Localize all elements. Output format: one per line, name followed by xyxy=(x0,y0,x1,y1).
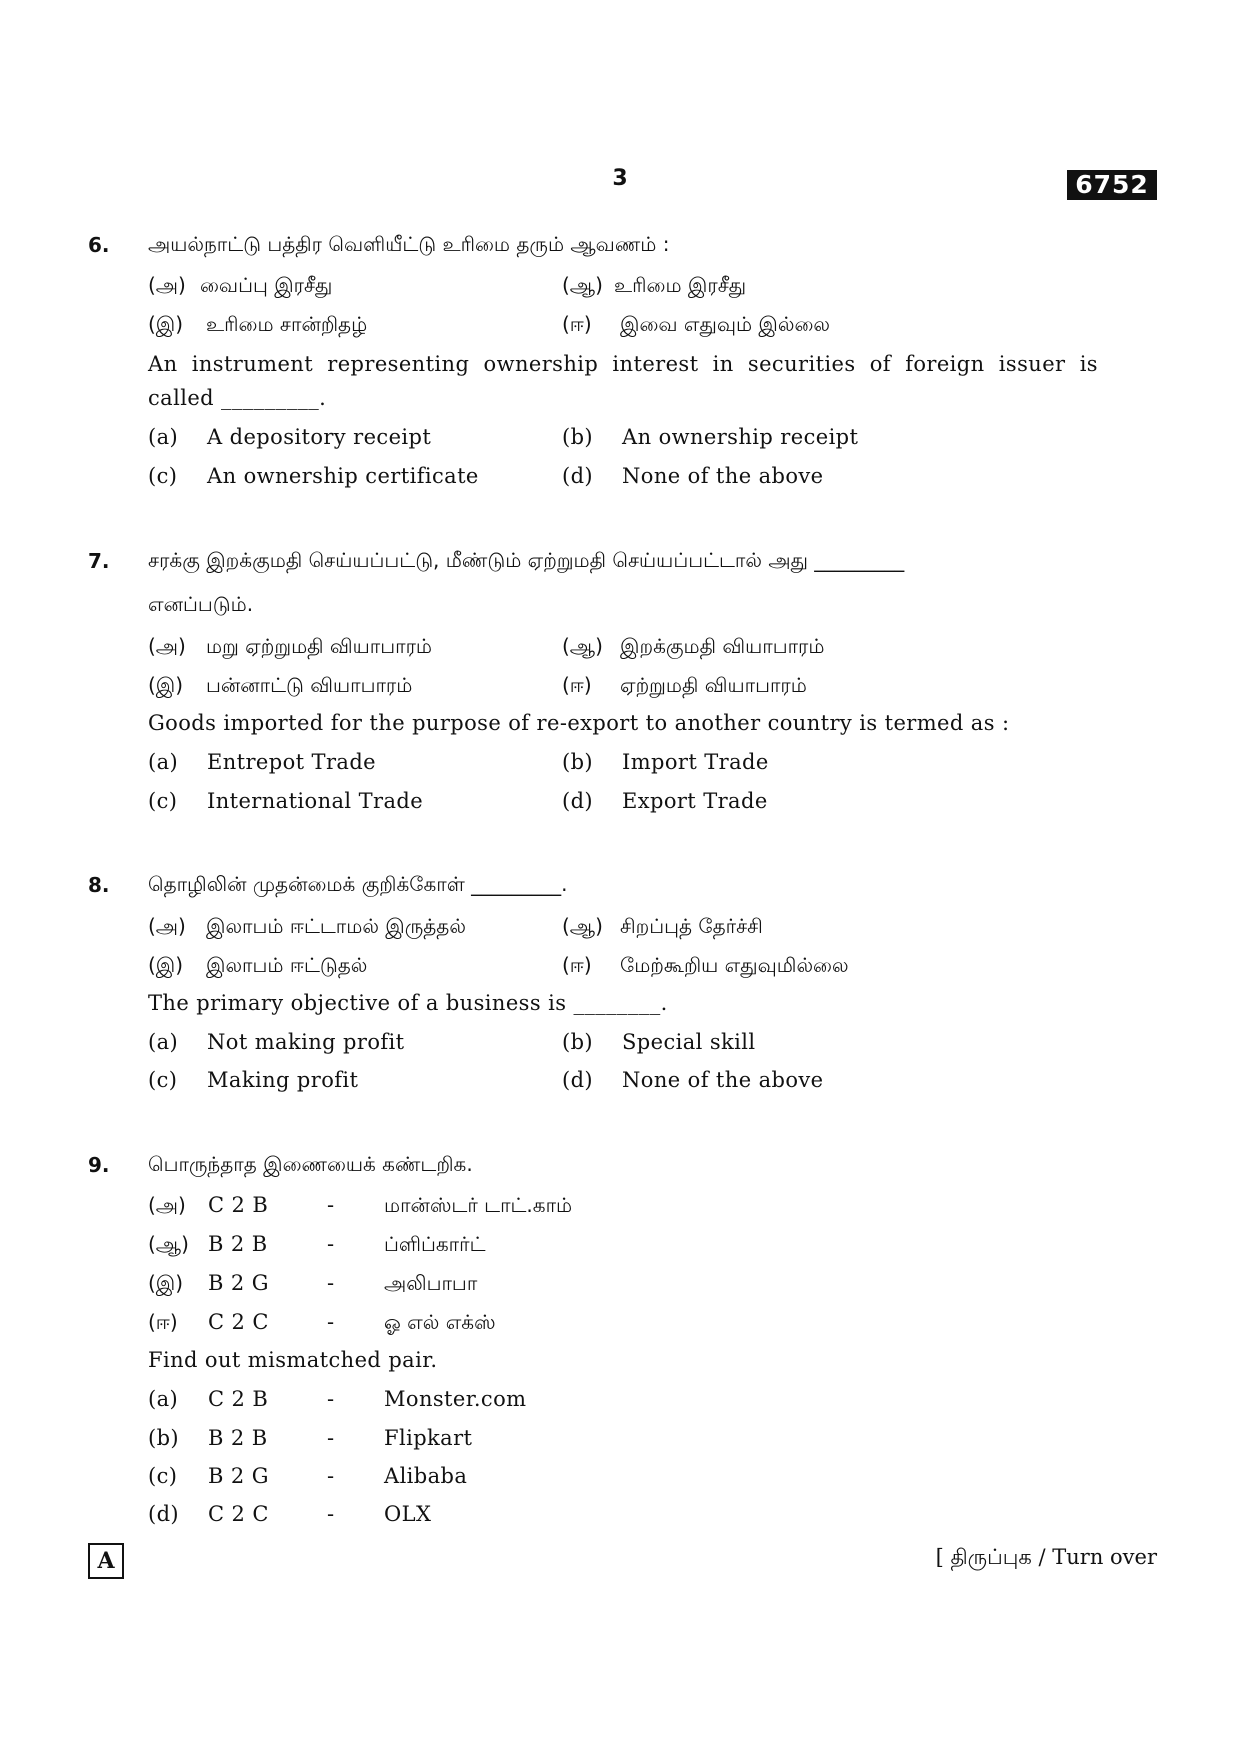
option-label: (a) xyxy=(148,425,179,449)
pair-label: (ஆ) xyxy=(148,1232,189,1256)
option-label: (இ) xyxy=(148,312,184,336)
option-label: (c) xyxy=(148,1068,178,1092)
option-text: Export Trade xyxy=(622,789,768,813)
option-label: (b) xyxy=(562,750,594,774)
pair-label: (ஈ) xyxy=(148,1310,178,1334)
page-number: 3 xyxy=(612,166,628,191)
option-text: International Trade xyxy=(207,789,424,813)
option-label: (ஈ) xyxy=(562,673,592,697)
question-stem-english: Goods imported for the purpose of re-export to another country is termed as : xyxy=(148,711,1010,735)
pair-dash: - xyxy=(327,1193,335,1217)
option-text: Import Trade xyxy=(622,750,769,774)
option-label: (ஆ) xyxy=(562,914,603,938)
question-number: 7. xyxy=(88,549,110,573)
option-label: (இ) xyxy=(148,673,184,697)
option-label: (b) xyxy=(562,1030,594,1054)
option-label: (ஈ) xyxy=(562,312,592,336)
pair-value: Flipkart xyxy=(384,1426,473,1450)
question-stem-english-continued: called _________. xyxy=(148,386,327,410)
pair-dash: - xyxy=(327,1502,335,1526)
pair-dash: - xyxy=(327,1232,335,1256)
question-stem-tamil: சரக்கு இறக்குமதி செய்யப்பட்டு, மீண்டும் ஏற்றுமதி செய்யப்பட்டால் அது _________ xyxy=(148,548,905,572)
option-text: An ownership certificate xyxy=(207,464,479,488)
question-stem-english: Find out mismatched pair. xyxy=(148,1348,438,1372)
pair-label: (அ) xyxy=(148,1193,186,1217)
option-text: பன்னாட்டு வியாபாரம் xyxy=(206,673,413,697)
option-label: (d) xyxy=(562,1068,594,1092)
pair-value: ப்ளிப்கார்ட் xyxy=(384,1232,486,1256)
turn-over-note: [ திருப்புக / Turn over xyxy=(935,1545,1157,1569)
option-text: Entrepot Trade xyxy=(207,750,376,774)
pair-code: C 2 C xyxy=(208,1502,269,1526)
pair-label: (c) xyxy=(148,1464,178,1488)
option-label: (d) xyxy=(562,789,594,813)
paper-code-badge: 6752 xyxy=(1067,170,1157,200)
pair-label: (b) xyxy=(148,1426,180,1450)
option-label: (c) xyxy=(148,464,178,488)
option-text: இறக்குமதி வியாபாரம் xyxy=(620,634,825,658)
pair-dash: - xyxy=(327,1464,335,1488)
question-number: 6. xyxy=(88,233,110,257)
question-number: 8. xyxy=(88,873,110,897)
option-text: ஏற்றுமதி வியாபாரம் xyxy=(620,673,807,697)
pair-value: ஓ எல் எக்ஸ் xyxy=(384,1310,496,1334)
question-stem-tamil: அயல்நாட்டு பத்திர வெளியீட்டு உரிமை தரும் ஆவணம் : xyxy=(148,232,670,256)
pair-dash: - xyxy=(327,1387,335,1411)
pair-value: OLX xyxy=(384,1502,432,1526)
option-text: Not making profit xyxy=(207,1030,405,1054)
pair-dash: - xyxy=(327,1271,335,1295)
question-stem-english: The primary objective of a business is ________. xyxy=(148,991,668,1015)
option-text: இலாபம் ஈட்டுதல் xyxy=(206,953,368,977)
option-label: (ஆ) xyxy=(562,273,603,297)
pair-code: B 2 B xyxy=(208,1426,268,1450)
pair-value: அலிபாபா xyxy=(384,1271,478,1295)
option-label: (ஈ) xyxy=(562,953,592,977)
option-text: A depository receipt xyxy=(207,425,432,449)
pair-code: B 2 G xyxy=(208,1464,269,1488)
option-label: (அ) xyxy=(148,273,186,297)
pair-dash: - xyxy=(327,1426,335,1450)
page-series-letter: A xyxy=(88,1543,124,1579)
option-label: (b) xyxy=(562,425,594,449)
pair-code: C 2 B xyxy=(208,1193,269,1217)
pair-label: (d) xyxy=(148,1502,180,1526)
option-label: (a) xyxy=(148,1030,179,1054)
pair-value: Alibaba xyxy=(384,1464,468,1488)
pair-code: C 2 B xyxy=(208,1387,269,1411)
option-label: (c) xyxy=(148,789,178,813)
option-text: An ownership receipt xyxy=(622,425,859,449)
question-stem-tamil: பொருந்தாத இணையைக் கண்டறிக. xyxy=(148,1152,473,1176)
pair-code: B 2 G xyxy=(208,1271,269,1295)
pair-code: B 2 B xyxy=(208,1232,268,1256)
question-number: 9. xyxy=(88,1153,110,1177)
pair-value: Monster.com xyxy=(384,1387,527,1411)
option-text: Making profit xyxy=(207,1068,359,1092)
option-text: உரிமை சான்றிதழ் xyxy=(206,312,368,336)
pair-value: மான்ஸ்டர் டாட்.காம் xyxy=(384,1193,573,1217)
option-text: சிறப்புத் தேர்ச்சி xyxy=(620,914,763,938)
option-text: வைப்பு இரசீது xyxy=(200,273,333,297)
option-text: இவை எதுவும் இல்லை xyxy=(620,312,830,336)
option-text: None of the above xyxy=(622,464,824,488)
option-label: (d) xyxy=(562,464,594,488)
option-label: (ஆ) xyxy=(562,634,603,658)
option-text: உரிமை இரசீது xyxy=(614,273,747,297)
pair-code: C 2 C xyxy=(208,1310,269,1334)
option-text: Special skill xyxy=(622,1030,756,1054)
question-stem-tamil-continued: எனப்படும். xyxy=(148,592,254,616)
pair-label: (இ) xyxy=(148,1271,184,1295)
option-label: (a) xyxy=(148,750,179,774)
pair-dash: - xyxy=(327,1310,335,1334)
question-stem-english: An instrument representing ownership interest in securities of foreign issuer is xyxy=(148,352,1098,376)
option-text: இலாபம் ஈட்டாமல் இருத்தல் xyxy=(206,914,466,938)
option-text: மேற்கூறிய எதுவுமில்லை xyxy=(620,953,849,977)
question-stem-tamil: தொழிலின் முதன்மைக் குறிக்கோள் _________. xyxy=(148,872,568,896)
option-label: (இ) xyxy=(148,953,184,977)
option-label: (அ) xyxy=(148,914,186,938)
option-label: (அ) xyxy=(148,634,186,658)
option-text: None of the above xyxy=(622,1068,824,1092)
option-text: மறு ஏற்றுமதி வியாபாரம் xyxy=(206,634,433,658)
pair-label: (a) xyxy=(148,1387,179,1411)
